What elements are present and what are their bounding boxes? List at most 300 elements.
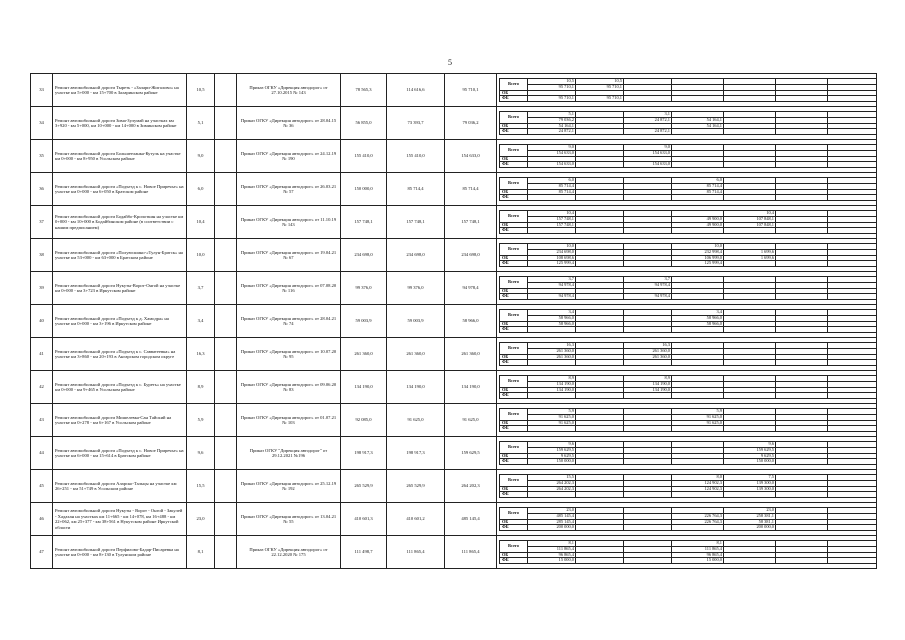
amount-cell xyxy=(776,195,828,201)
amount-cell: 3,7 xyxy=(528,277,576,283)
fb-label: ФБ xyxy=(500,129,528,135)
project-description: Ремонт автомобильной дороги «Подъезд к д. Хамодра» на участке км 0+000 - км 3+196 в Иркутском районе xyxy=(53,305,187,338)
federal-budget-row xyxy=(500,492,877,498)
federal-budget-row xyxy=(500,459,877,465)
amount-cell xyxy=(776,558,828,564)
table-row xyxy=(31,305,877,338)
ob-label: ОБ xyxy=(500,321,528,327)
approval-document: Приказ ОГКУ «Дирекция автодорог» от 01.07.21 № 103 xyxy=(237,404,341,437)
amount-cell xyxy=(724,393,776,399)
federal-budget-row xyxy=(500,294,877,300)
amount-cell: 150 000,0 xyxy=(724,459,776,465)
financing-breakdown xyxy=(497,140,877,173)
amount-cell: 96 865,4 xyxy=(528,552,576,558)
amount-cell: 94 978,4 xyxy=(528,282,576,288)
amount-cell: 8,1 xyxy=(528,541,576,547)
amount-cell xyxy=(776,393,828,399)
road-repair-table xyxy=(30,73,877,569)
financing-subtable xyxy=(499,144,877,167)
amount-cell: 16,3 xyxy=(624,343,672,349)
empty-cell xyxy=(215,503,237,536)
financing-subtable xyxy=(499,210,877,233)
total-financing: 95 710,1 xyxy=(445,74,497,107)
amount-cell xyxy=(776,294,828,300)
federal-budget-row xyxy=(500,558,877,564)
empty-cell xyxy=(215,272,237,305)
amount-cell: 261 360,0 xyxy=(528,354,576,360)
amount-cell: 200 000,0 xyxy=(528,525,576,531)
amount-cell xyxy=(624,261,672,267)
amount-cell: 95 710,1 xyxy=(528,96,576,102)
ob-label: ОБ xyxy=(500,453,528,459)
amount-cell: 264 202,3 xyxy=(528,486,576,492)
amount-cell: 154 633,0 xyxy=(624,150,672,156)
amount-cell xyxy=(624,459,672,465)
project-description: Ремонт автомобильной дороги «Подъезд к с. Буреть» на участке км 0+000 - км 9+465 в Усольском районе xyxy=(53,371,187,404)
amount-cell: 154 633,0 xyxy=(624,162,672,168)
total-label: Всего xyxy=(500,376,528,387)
amount-cell xyxy=(624,393,672,399)
empty-cell xyxy=(828,129,877,135)
amount-cell xyxy=(528,327,576,333)
amount-cell: 8,0 xyxy=(672,475,724,481)
amount-cell: 58 966,0 xyxy=(672,315,724,321)
fb-label: ФБ xyxy=(500,96,528,102)
total-financing: 111 865,4 xyxy=(445,536,497,569)
amount-cell xyxy=(624,525,672,531)
federal-budget-row xyxy=(500,426,877,432)
empty-cell xyxy=(828,393,877,399)
amount-cell: 54 164,1 xyxy=(528,123,576,129)
amount-cell xyxy=(576,360,624,366)
empty-cell xyxy=(215,305,237,338)
federal-budget-row xyxy=(500,393,877,399)
amount-cell: 95 710,1 xyxy=(576,84,624,90)
table-row xyxy=(31,74,877,107)
amount-cell: 3,4 xyxy=(528,310,576,316)
amount-cell: 9,6 xyxy=(724,442,776,448)
amount-cell: 139 300,0 xyxy=(724,486,776,492)
amount-cell: 159 629,5 xyxy=(528,447,576,453)
amount-cell xyxy=(528,393,576,399)
length-km: 6,0 xyxy=(187,173,215,206)
amount-cell: 261 360,0 xyxy=(624,354,672,360)
amount-cell xyxy=(776,360,828,366)
total-financing: 157 748,1 xyxy=(445,206,497,239)
page-number: 5 xyxy=(448,58,452,67)
row-number: 38 xyxy=(31,239,53,272)
amount-cell: 95 710,1 xyxy=(576,96,624,102)
amount-cell xyxy=(528,195,576,201)
empty-cell xyxy=(828,525,877,531)
project-description: Ремонт автомобильной дороги Зима-Зулумай на участках км 3+920 - км 5+000, км 10+000 - км 14+000 в Зиминском районе xyxy=(53,107,187,140)
total-label: Всего xyxy=(500,211,528,222)
amount-cell: 1 699,6 xyxy=(724,255,776,261)
empty-cell xyxy=(828,459,877,465)
ob-label: ОБ xyxy=(500,123,528,129)
estimated-cost: 261 360,0 xyxy=(341,338,387,371)
fb-label: ФБ xyxy=(500,459,528,465)
approval-document: Приказ ОГКУ «Дирекция автодорог» от 10.07.20 № 95 xyxy=(237,338,341,371)
financing-breakdown xyxy=(497,74,877,107)
amount-cell xyxy=(724,327,776,333)
amount-cell xyxy=(724,228,776,234)
amount-cell: 8,9 xyxy=(528,376,576,382)
contract-cost: 410 601,2 xyxy=(387,503,445,536)
financing-subtable xyxy=(499,540,877,563)
empty-cell xyxy=(828,327,877,333)
amount-cell xyxy=(776,228,828,234)
amount-cell: 9 629,5 xyxy=(724,453,776,459)
ob-label: ОБ xyxy=(500,552,528,558)
financing-subtable xyxy=(499,78,877,101)
amount-cell: 9,6 xyxy=(528,442,576,448)
row-number: 34 xyxy=(31,107,53,140)
amount-cell xyxy=(724,492,776,498)
table-row xyxy=(31,503,877,536)
amount-cell: 485 145,4 xyxy=(528,513,576,519)
approval-document: Приказ ОГКУ «Дирекция автодорог» от 09.06.20 № 83 xyxy=(237,371,341,404)
length-km: 8,1 xyxy=(187,536,215,569)
amount-cell: 94 978,4 xyxy=(624,282,672,288)
estimated-cost: 59 003,9 xyxy=(341,305,387,338)
financing-breakdown xyxy=(497,536,877,569)
total-financing: 58 966,0 xyxy=(445,305,497,338)
amount-cell: 85 714,4 xyxy=(528,189,576,195)
amount-cell: 226 764,3 xyxy=(672,513,724,519)
table-row xyxy=(31,470,877,503)
federal-budget-row xyxy=(500,129,877,135)
amount-cell xyxy=(672,228,724,234)
amount-cell xyxy=(576,162,624,168)
amount-cell: 10,0 xyxy=(672,244,724,250)
amount-cell: 264 202,3 xyxy=(528,480,576,486)
amount-cell: 79 036,2 xyxy=(528,117,576,123)
contract-cost: 73 393,7 xyxy=(387,107,445,140)
total-financing: 261 360,0 xyxy=(445,338,497,371)
amount-cell: 111 865,4 xyxy=(528,546,576,552)
amount-cell: 5,9 xyxy=(528,409,576,415)
amount-cell: 15,5 xyxy=(528,475,576,481)
amount-cell: 95 710,1 xyxy=(528,84,576,90)
estimated-cost: 157 748,1 xyxy=(341,206,387,239)
row-number: 36 xyxy=(31,173,53,206)
amount-cell: 49 900,0 xyxy=(672,222,724,228)
project-description: Ремонт автомобильной дороги Перфилово-Бадар-Писаревка на участке км 0+000 - км 8+130 в Тулунском районе xyxy=(53,536,187,569)
row-number: 42 xyxy=(31,371,53,404)
empty-cell xyxy=(828,360,877,366)
contract-cost: 99 376,0 xyxy=(387,272,445,305)
financing-breakdown xyxy=(497,239,877,272)
total-financing: 485 145,4 xyxy=(445,503,497,536)
amount-cell xyxy=(576,228,624,234)
fb-label: ФБ xyxy=(500,558,528,564)
empty-cell xyxy=(828,558,877,564)
table-row xyxy=(31,437,877,470)
amount-cell xyxy=(724,360,776,366)
federal-budget-row xyxy=(500,228,877,234)
amount-cell xyxy=(624,228,672,234)
approval-document: Приказ ОГКУ «Дирекция автодорог» от 27.10.2015 № 143 xyxy=(237,74,341,107)
length-km: 10,5 xyxy=(187,74,215,107)
approval-document: Приказ ОГКУ «Дирекция автодорог» от 24.12.19 № 190 xyxy=(237,140,341,173)
amount-cell xyxy=(724,558,776,564)
amount-cell: 10,4 xyxy=(528,211,576,217)
amount-cell xyxy=(672,459,724,465)
ob-label: ОБ xyxy=(500,156,528,162)
amount-cell xyxy=(724,426,776,432)
amount-cell: 6,0 xyxy=(672,178,724,184)
amount-cell: 3,7 xyxy=(624,277,672,283)
amount-cell xyxy=(576,129,624,135)
length-km: 9,6 xyxy=(187,437,215,470)
amount-cell: 5,1 xyxy=(528,112,576,118)
financing-breakdown xyxy=(497,470,877,503)
amount-cell: 94 978,4 xyxy=(528,294,576,300)
financing-subtable xyxy=(499,408,877,431)
estimated-cost: 150 000,0 xyxy=(341,173,387,206)
table-row xyxy=(31,140,877,173)
amount-cell xyxy=(576,426,624,432)
amount-cell: 23,0 xyxy=(724,508,776,514)
fb-label: ФБ xyxy=(500,426,528,432)
amount-cell xyxy=(724,195,776,201)
financing-breakdown xyxy=(497,173,877,206)
amount-cell xyxy=(672,426,724,432)
total-label: Всего xyxy=(500,508,528,519)
contract-cost: 91 625,0 xyxy=(387,404,445,437)
amount-cell: 159 629,5 xyxy=(724,447,776,453)
federal-budget-row xyxy=(500,261,877,267)
project-description: Ремонт автомобильной дороги Большееланка-Кутуль на участке км 0+000 - км 8+950 в Усольском районе xyxy=(53,140,187,173)
project-description: Ремонт автомобильной дороги Аларско-Тальцы на участке км 26+251 - км 51+749 в Усольском районе xyxy=(53,470,187,503)
amount-cell xyxy=(672,393,724,399)
estimated-cost: 56 855,0 xyxy=(341,107,387,140)
empty-cell xyxy=(215,173,237,206)
empty-cell xyxy=(828,96,877,102)
amount-cell: 9,0 xyxy=(624,145,672,151)
table-row xyxy=(31,107,877,140)
amount-cell xyxy=(776,525,828,531)
amount-cell xyxy=(672,195,724,201)
amount-cell xyxy=(528,492,576,498)
financing-subtable xyxy=(499,375,877,398)
empty-cell xyxy=(215,338,237,371)
estimated-cost: 265 529,9 xyxy=(341,470,387,503)
amount-cell: 85 714,4 xyxy=(672,189,724,195)
amount-cell: 24 872,1 xyxy=(528,129,576,135)
amount-cell xyxy=(672,96,724,102)
table-row xyxy=(31,338,877,371)
contract-cost: 155 410,0 xyxy=(387,140,445,173)
length-km: 3,4 xyxy=(187,305,215,338)
empty-cell xyxy=(215,140,237,173)
amount-cell xyxy=(672,327,724,333)
empty-cell xyxy=(828,294,877,300)
approval-document: Приказ ОГКУ "Дирекция автодорог" от 29.12.2021 №196 xyxy=(237,437,341,470)
financing-subtable xyxy=(499,276,877,299)
amount-cell: 85 714,4 xyxy=(672,183,724,189)
financing-breakdown xyxy=(497,338,877,371)
amount-cell xyxy=(776,327,828,333)
fb-label: ФБ xyxy=(500,195,528,201)
amount-cell: 15 000,0 xyxy=(528,558,576,564)
amount-cell: 58 966,0 xyxy=(528,321,576,327)
total-label: Всего xyxy=(500,343,528,354)
contract-cost: 198 917,3 xyxy=(387,437,445,470)
empty-cell xyxy=(215,536,237,569)
amount-cell: 125 999,4 xyxy=(528,261,576,267)
fb-label: ФБ xyxy=(500,492,528,498)
amount-cell xyxy=(776,492,828,498)
ob-label: ОБ xyxy=(500,387,528,393)
amount-cell xyxy=(528,228,576,234)
total-label: Всего xyxy=(500,178,528,189)
amount-cell xyxy=(724,129,776,135)
amount-cell: 10,5 xyxy=(528,79,576,85)
project-description: Ремонт автомобильной дороги «Подъезд к с. Савватеевка» на участке км 3+860 - км 20+193 в Ангарском городском округе xyxy=(53,338,187,371)
total-financing: 159 629,5 xyxy=(445,437,497,470)
amount-cell xyxy=(776,96,828,102)
amount-cell xyxy=(672,525,724,531)
financing-breakdown xyxy=(497,437,877,470)
amount-cell: 15 000,0 xyxy=(672,558,724,564)
amount-cell: 8,9 xyxy=(624,376,672,382)
financing-subtable xyxy=(499,342,877,365)
project-description: Ремонт автомобильной дороги Нукуты - Ворот - Онгой - Закулей - Хадахан на участках км 11+665 - км 14+078, км 16+488 - км 22+062, км 25+377 - км 38+561 в Нукутском районе Иркутской области xyxy=(53,503,187,536)
fb-label: ФБ xyxy=(500,162,528,168)
row-number: 41 xyxy=(31,338,53,371)
amount-cell xyxy=(724,261,776,267)
approval-document: Приказ ОГКУ «Дирекция автодорог» от 22.12.2020 № 175 xyxy=(237,536,341,569)
contract-cost: 234 698,0 xyxy=(387,239,445,272)
empty-cell xyxy=(215,470,237,503)
table-row xyxy=(31,404,877,437)
amount-cell xyxy=(776,426,828,432)
financing-breakdown xyxy=(497,503,877,536)
ob-label: ОБ xyxy=(500,354,528,360)
approval-document: Приказ ОГКУ «Дирекция автодорог» от 11.10.19 № 143 xyxy=(237,206,341,239)
fb-label: ФБ xyxy=(500,261,528,267)
approval-document: Приказ ОГКУ «Дирекция автодорог» от 28.04.15 № 36 xyxy=(237,107,341,140)
estimated-cost: 234 698,0 xyxy=(341,239,387,272)
amount-cell xyxy=(624,558,672,564)
empty-cell xyxy=(828,195,877,201)
amount-cell: 91 625,0 xyxy=(672,420,724,426)
total-label: Всего xyxy=(500,310,528,321)
amount-cell: 150 000,0 xyxy=(528,459,576,465)
total-label: Всего xyxy=(500,112,528,123)
amount-cell: 226 764,3 xyxy=(672,519,724,525)
project-description: Ремонт автомобильной дороги «Подъезд к с. Новое Приречье» на участке км 0+000 - км 6+050 в Братском районе xyxy=(53,173,187,206)
amount-cell xyxy=(672,360,724,366)
empty-cell xyxy=(215,74,237,107)
table-row xyxy=(31,173,877,206)
amount-cell: 134 190,0 xyxy=(528,387,576,393)
fb-label: ФБ xyxy=(500,228,528,234)
financing-breakdown xyxy=(497,206,877,239)
length-km: 16,3 xyxy=(187,338,215,371)
total-label: Всего xyxy=(500,541,528,552)
amount-cell: 7,5 xyxy=(724,475,776,481)
amount-cell: 134 190,0 xyxy=(624,387,672,393)
total-financing: 134 190,0 xyxy=(445,371,497,404)
financing-subtable xyxy=(499,309,877,332)
length-km: 15,5 xyxy=(187,470,215,503)
amount-cell: 139 300,0 xyxy=(724,480,776,486)
table-row xyxy=(31,239,877,272)
row-number: 47 xyxy=(31,536,53,569)
amount-cell: 3,1 xyxy=(624,112,672,118)
approval-document: Приказ ОГКУ «Дирекция автодорог» от 07.08.20 № 116 xyxy=(237,272,341,305)
amount-cell: 106 999,0 xyxy=(672,255,724,261)
row-number: 45 xyxy=(31,470,53,503)
length-km: 3,7 xyxy=(187,272,215,305)
table-row xyxy=(31,371,877,404)
amount-cell: 125 999,4 xyxy=(672,261,724,267)
row-number: 43 xyxy=(31,404,53,437)
empty-cell xyxy=(828,261,877,267)
amount-cell: 124 902,3 xyxy=(672,486,724,492)
amount-cell xyxy=(724,96,776,102)
amount-cell xyxy=(776,129,828,135)
amount-cell: 134 190,0 xyxy=(528,381,576,387)
total-label: Всего xyxy=(500,475,528,486)
table-row xyxy=(31,206,877,239)
amount-cell: 234 698,0 xyxy=(528,249,576,255)
amount-cell xyxy=(576,459,624,465)
row-number: 33 xyxy=(31,74,53,107)
amount-cell xyxy=(776,261,828,267)
row-number: 40 xyxy=(31,305,53,338)
amount-cell: 58 966,0 xyxy=(528,315,576,321)
ob-label: ОБ xyxy=(500,189,528,195)
approval-document: Приказ ОГКУ «Дирекция автодорог» от 25.12.19 № 192 xyxy=(237,470,341,503)
empty-cell xyxy=(215,206,237,239)
amount-cell xyxy=(776,162,828,168)
amount-cell: 91 625,0 xyxy=(528,420,576,426)
amount-cell xyxy=(672,294,724,300)
total-label: Всего xyxy=(500,442,528,453)
amount-cell: 10,5 xyxy=(576,79,624,85)
estimated-cost: 99 376,0 xyxy=(341,272,387,305)
amount-cell xyxy=(624,327,672,333)
amount-cell: 10,0 xyxy=(528,244,576,250)
amount-cell: 261 360,0 xyxy=(624,348,672,354)
contract-cost: 59 003,9 xyxy=(387,305,445,338)
length-km: 9,0 xyxy=(187,140,215,173)
amount-cell xyxy=(672,492,724,498)
empty-cell xyxy=(215,239,237,272)
project-description: Ремонт автомобильной дороги Бодайбо-Кропоткин на участке км 0+000 - км 10+000 в Бодайбинском районе (в соответствии с нашим предписанием) xyxy=(53,206,187,239)
empty-cell xyxy=(215,437,237,470)
amount-cell: 10,4 xyxy=(724,211,776,217)
total-label: Всего xyxy=(500,244,528,255)
financing-breakdown xyxy=(497,404,877,437)
empty-cell xyxy=(215,404,237,437)
amount-cell xyxy=(672,129,724,135)
amount-cell xyxy=(576,393,624,399)
estimated-cost: 111 498,7 xyxy=(341,536,387,569)
amount-cell xyxy=(624,492,672,498)
amount-cell: 58 381,1 xyxy=(724,519,776,525)
ob-label: ОБ xyxy=(500,288,528,294)
empty-cell xyxy=(215,371,237,404)
table-row xyxy=(31,536,877,569)
amount-cell xyxy=(624,195,672,201)
amount-cell: 54 164,1 xyxy=(672,117,724,123)
fb-label: ФБ xyxy=(500,525,528,531)
